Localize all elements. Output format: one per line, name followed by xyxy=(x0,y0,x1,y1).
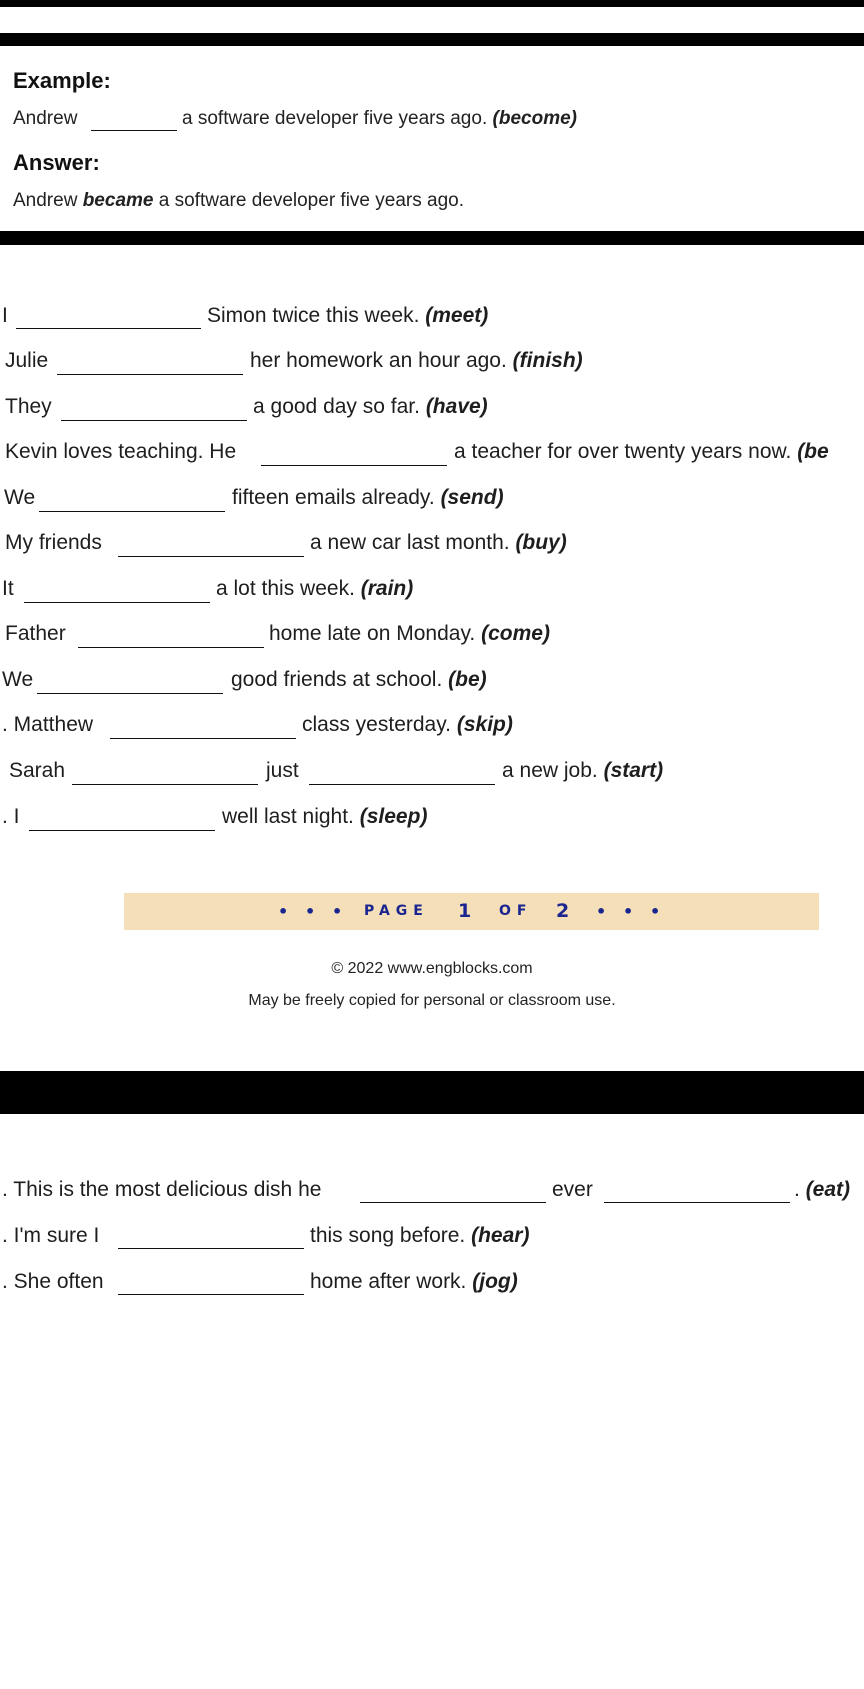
item-9-blank[interactable] xyxy=(37,693,223,694)
item-10-blank[interactable] xyxy=(110,738,296,739)
item-12-blank[interactable] xyxy=(29,830,215,831)
item-4-prefix: Kevin loves teaching. He xyxy=(5,440,237,463)
item-2-prefix: Julie xyxy=(5,349,49,372)
item-7-verb: (rain) xyxy=(360,577,414,600)
answer-sentence: Andrew became a software developer five years ago. xyxy=(13,190,464,211)
example-top-rule xyxy=(0,33,864,46)
license-text: May be freely copied for personal or classroom use. xyxy=(248,992,616,1009)
item-6-verb: (buy) xyxy=(515,531,567,554)
item-8-verb: (come) xyxy=(481,622,550,645)
item-14-rest: this song before. (hear) xyxy=(310,1224,530,1247)
item-2-verb: (finish) xyxy=(512,349,583,372)
example-verb: (become) xyxy=(492,108,577,129)
item-13-blank-b[interactable] xyxy=(604,1202,790,1203)
page-of-label: OF xyxy=(499,903,533,919)
item-15-prefix: . She often xyxy=(2,1270,104,1293)
item-1-verb: (meet) xyxy=(425,304,489,327)
example-bottom-rule xyxy=(0,231,864,245)
item-12-rest: well last night. (sleep) xyxy=(222,805,428,828)
item-3-verb: (have) xyxy=(425,395,488,418)
item-15-verb: (jog) xyxy=(472,1270,518,1293)
page-indicator xyxy=(124,893,819,930)
item-7-blank[interactable] xyxy=(24,602,210,603)
item-11-blank-b[interactable] xyxy=(309,784,495,785)
item-5-rest: fifteen emails already. (send) xyxy=(232,486,504,509)
item-11-rest: a new job. (start) xyxy=(502,759,664,782)
page-dot: • xyxy=(596,902,607,921)
item-10-rest: class yesterday. (skip) xyxy=(302,713,513,736)
item-1-rest: Simon twice this week. (meet) xyxy=(207,304,489,327)
copyright-text: © 2022 www.engblocks.com xyxy=(331,960,533,977)
item-3-rest: a good day so far. (have) xyxy=(253,395,488,418)
item-13-mid: ever xyxy=(552,1178,593,1201)
page-break-bar xyxy=(0,1071,864,1114)
item-14-prefix: . I'm sure I xyxy=(2,1224,100,1247)
item-14-blank[interactable] xyxy=(118,1248,304,1249)
item-7-prefix: It xyxy=(2,577,14,600)
item-4-blank[interactable] xyxy=(261,465,447,466)
item-10-prefix: . Matthew xyxy=(2,713,94,736)
page-dot: • xyxy=(623,902,634,921)
item-7-rest: a lot this week. (rain) xyxy=(216,577,414,600)
example-subject: Andrew xyxy=(13,108,78,129)
answer-heading: Answer: xyxy=(13,150,100,175)
item-6-blank[interactable] xyxy=(118,556,304,557)
item-9-verb: (be) xyxy=(448,668,487,691)
item-6-prefix: My friends xyxy=(5,531,102,554)
item-8-blank[interactable] xyxy=(78,647,264,648)
page-dot: • xyxy=(332,902,343,921)
item-11-verb: (start) xyxy=(603,759,664,782)
item-13-rest: . (eat) xyxy=(794,1178,851,1201)
item-5-verb: (send) xyxy=(440,486,504,509)
item-15-blank[interactable] xyxy=(118,1294,304,1295)
page-dot: • xyxy=(305,902,316,921)
item-9-rest: good friends at school. (be) xyxy=(231,668,487,691)
example-sentence-rest: a software developer five years ago. (become) xyxy=(182,108,577,129)
example-heading: Example: xyxy=(13,68,111,93)
page-dot: • xyxy=(278,902,289,921)
item-12-prefix: . I xyxy=(2,805,20,828)
item-6-rest: a new car last month. (buy) xyxy=(310,531,567,554)
item-13-verb: (eat) xyxy=(805,1178,851,1201)
item-10-verb: (skip) xyxy=(456,713,513,736)
top-rule xyxy=(0,0,864,7)
item-8-rest: home late on Monday. (come) xyxy=(269,622,550,645)
item-11-prefix: Sarah xyxy=(9,759,66,782)
item-12-verb: (sleep) xyxy=(359,805,428,828)
page-current: 1 xyxy=(458,900,472,922)
item-11-mid: just xyxy=(266,759,299,782)
item-15-rest: home after work. (jog) xyxy=(310,1270,518,1293)
item-1-blank[interactable] xyxy=(16,328,201,329)
item-2-rest: her homework an hour ago. (finish) xyxy=(250,349,583,372)
answer-verb: became xyxy=(82,190,154,211)
item-13-blank-a[interactable] xyxy=(360,1202,546,1203)
item-8-prefix: Father xyxy=(5,622,66,645)
item-14-verb: (hear) xyxy=(471,1224,530,1247)
page-total: 2 xyxy=(556,900,570,922)
item-4-rest: a teacher for over twenty years now. (be xyxy=(454,440,829,463)
item-13-prefix: . This is the most delicious dish he xyxy=(2,1178,322,1201)
item-11-blank-a[interactable] xyxy=(72,784,258,785)
page-dot: • xyxy=(650,902,661,921)
example-blank xyxy=(91,130,177,131)
page-label: PAGE xyxy=(364,903,429,919)
item-1-prefix: I xyxy=(2,304,8,327)
item-2-blank[interactable] xyxy=(57,374,243,375)
item-9-prefix: We xyxy=(2,668,34,691)
item-5-prefix: We xyxy=(4,486,36,509)
item-3-blank[interactable] xyxy=(61,420,247,421)
item-5-blank[interactable] xyxy=(39,511,225,512)
item-3-prefix: They xyxy=(5,395,52,418)
item-4-verb: (be xyxy=(797,440,829,463)
